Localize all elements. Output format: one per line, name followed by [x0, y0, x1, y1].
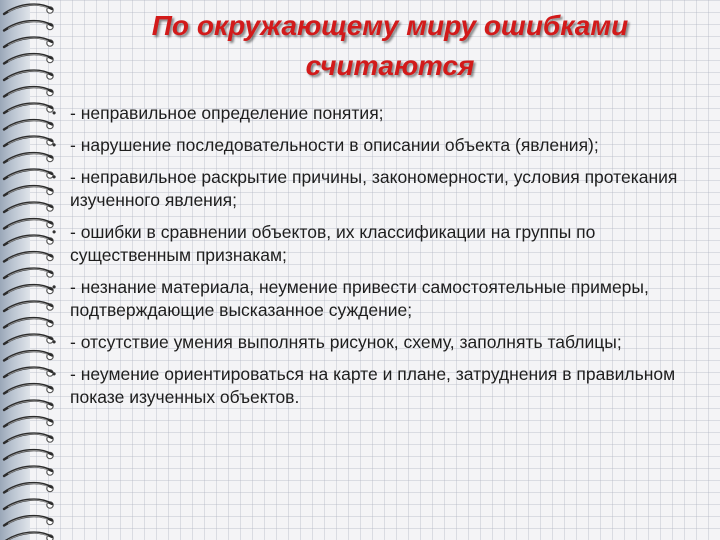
spiral-ring-icon	[4, 252, 53, 261]
list-item-text: - неумение ориентироваться на карте и плане, затруднения в правильном показе изученных объектов.	[70, 364, 676, 407]
list-item	[52, 134, 702, 157]
list-item	[52, 221, 702, 267]
spiral-ring-icon	[4, 219, 53, 228]
spiral-ring-icon	[4, 54, 53, 63]
spiral-ring-icon	[4, 170, 53, 179]
slide-title-line-2: считаются	[305, 50, 475, 81]
list-item	[52, 276, 702, 322]
spiral-ring-icon	[4, 434, 53, 443]
spiral-ring-icon	[4, 21, 53, 30]
spiral-ring-icon	[4, 351, 53, 360]
list-item-text: - нарушение последовательности в описании объекта (явления);	[70, 135, 599, 155]
spiral-ring-icon	[4, 401, 53, 410]
bullet-icon: •	[52, 367, 57, 381]
spiral-ring-icon	[4, 137, 53, 146]
spiral-ring-icon	[4, 368, 53, 377]
spiral-ring-icon	[4, 516, 53, 525]
spiral-ring-icon	[4, 467, 53, 476]
spiral-ring-icon	[4, 318, 53, 327]
list-item-text: - ошибки в сравнении объектов, их классификации на группы по существенным признакам;	[70, 222, 596, 265]
list-item-text: - неправильное определение понятия;	[70, 103, 384, 123]
list-item-text: - неправильное раскрытие причины, закономерности, условия протекания изученного явления;	[70, 167, 678, 210]
list-item	[52, 331, 702, 354]
spiral-ring-icon	[4, 500, 53, 509]
spiral-ring-icon	[4, 87, 53, 96]
slide-title	[70, 6, 710, 86]
list-item-text: - незнание материала, неумение привести самостоятельные примеры, подтверждающие высказанное суждение;	[70, 277, 649, 320]
spiral-ring-icon	[4, 269, 53, 278]
bullet-icon: •	[52, 225, 57, 239]
spiral-ring-icon	[4, 38, 53, 47]
spiral-ring-icon	[4, 203, 53, 212]
spiral-ring-icon	[4, 450, 53, 459]
spiral-ring-icon	[4, 104, 53, 113]
spiral-ring-icon	[4, 533, 53, 540]
spiral-ring-icon	[4, 153, 53, 162]
spiral-ring-icon	[4, 335, 53, 344]
list-item	[52, 363, 702, 409]
bullet-icon: •	[52, 170, 57, 184]
list-item	[52, 102, 702, 125]
spiral-ring-icon	[4, 417, 53, 426]
bullet-icon: •	[52, 106, 57, 120]
spiral-ring-icon	[4, 285, 53, 294]
spiral-ring-icon	[4, 236, 53, 245]
spiral-ring-icon	[4, 120, 53, 129]
slide-title-line-1: По окружающему миру ошибками	[151, 10, 629, 41]
bullet-icon: •	[52, 335, 57, 349]
spiral-ring-icon	[4, 5, 53, 14]
spiral-ring-icon	[4, 384, 53, 393]
spiral-ring-icon	[4, 71, 53, 80]
list-item-text: - отсутствие умения выполнять рисунок, схему, заполнять таблицы;	[70, 332, 622, 352]
bullet-icon: •	[52, 280, 57, 294]
spiral-ring-icon	[4, 302, 53, 311]
bullet-icon: •	[52, 138, 57, 152]
spiral-ring-icon	[4, 483, 53, 492]
error-list	[52, 102, 702, 418]
list-item	[52, 166, 702, 212]
spiral-ring-icon	[4, 186, 53, 195]
